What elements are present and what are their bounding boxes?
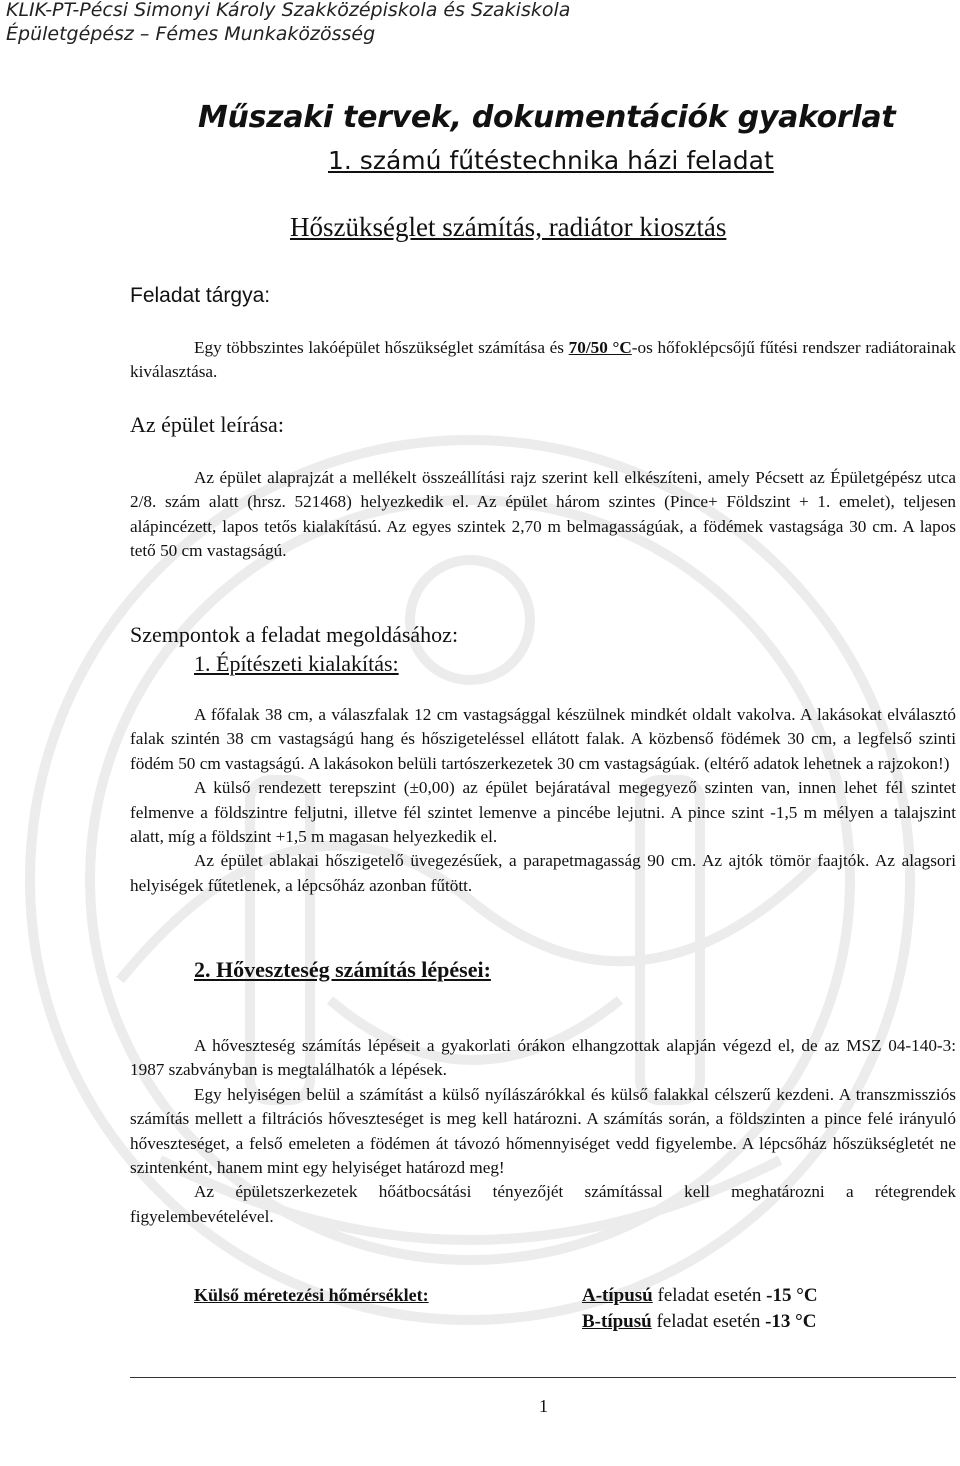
design-temp-type-a: [582, 1285, 818, 1307]
type-b-value: -13 °C: [765, 1311, 817, 1332]
epit-text-c: Az épület ablakai hőszigetelő üvegezésűek, a parapetmagasság 90 cm. Az ajtók tömör faajtók. Az alagsori helyiségek fűtetlenek, a lépcsőház azonban fűtött.: [130, 851, 956, 895]
paragraph-hoveszteseg: [130, 1034, 956, 1229]
type-a-name: A-típusú: [582, 1285, 653, 1306]
design-temp-label-text: Külső méretezési hőmérséklet:: [194, 1285, 429, 1305]
subtitle-text: 1. számú fűtéstechnika házi feladat: [328, 146, 774, 175]
type-a-value: -15 °C: [766, 1285, 818, 1306]
targy-text-post: -os hőfoklépcsőjű fűtési rendszer radiátorainak kiválasztása.: [130, 338, 956, 382]
epit-text-a: A főfalak 38 cm, a válaszfalak 12 cm vastagsággal készülnek mindkét oldalt vakolva. A lakásokat elválasztó falak szintén 38 cm vastagságú hang és hőszigeteléssel ellátott falak. A közbenső födémek 30 cm, a legfelső szinti födém 50 cm vastagságú. A lakásokon belüli tartószerkezetek 30 cm vastagságúak. (eltérő adatok lehetnek a rajzokon!): [130, 705, 956, 773]
header-department: Épületgépész – Fémes Munkaközösség: [6, 23, 376, 45]
epit-text-b: A külső rendezett terepszint (±0,00) az épület bejáratával megegyező szinten van, innen lehet fél szintet felmenve a földszintre feljutni, illetve fél szintet lemenve a pincébe lejutni. A pince szint -1,5 m mélyen a talajszint alatt, míg a földszint +1,5 m magasan helyezkedik el.: [130, 778, 956, 847]
header-school: KLIK-PT-Pécsi Simonyi Károly Szakközépiskola és Szakiskola: [6, 0, 571, 21]
document-subtitle: [328, 146, 774, 175]
type-b-name: B-típusú: [582, 1311, 652, 1332]
heading-epulet-leirasa: Az épület leírása:: [130, 412, 284, 437]
type-b-text: feladat esetén: [651, 1311, 766, 1332]
leiras-text: Az épület alaprajzát a mellékelt összeállítási rajz szerint kell elkészíteni, amely Pécsett az Épületgépész utca 2/8. szám alatt (hrsz. 521468) helyezkedik el. Az épület három szintes (Pince+ Földszint + 1. emelet), teljesen alápincézett, lapos tetős kialakítású. Az egyes szintek 2,70 m belmagasságúak, a födémek vastagsága 30 cm. A lapos tető 50 cm vastagságú.: [130, 468, 956, 561]
heading-hoveszteseg: [194, 957, 491, 983]
hov-text-c: Az épületszerkezetek hőátbocsátási tényezőjét számítással kell meghatározni a rétegrendek figyelembevételével.: [130, 1182, 956, 1226]
hov-text-a: A hőveszteség számítás lépéseit a gyakorlati órákon elhangzottak alapján végezd el, de az MSZ 04-140-3: 1987 szabványban is megtalálhatók a lépések.: [130, 1036, 956, 1080]
design-temperature-label: [194, 1285, 429, 1306]
type-a-text: feladat esetén: [652, 1285, 767, 1306]
document-topic: Hőszükséglet számítás, radiátor kiosztás: [290, 212, 727, 242]
hov-text-b: Egy helyiségen belül a számítást a külső nyílászárókkal és külső falakkal célszerű kezdeni. A transzmissziós számítás mellett a filtrációs hőveszteséget is meg kell határozni. A számítás során, a földszinten a pince felé irányuló hőveszteséget, a felső emeleten a födémen át távozó hőmennyiséget vedd figyelembe. A lépcsőház hőszükségletét ne szintenként, hanem mint egy helyiséget határozd meg!: [130, 1084, 956, 1178]
label-feladat-targya: Feladat tárgya:: [130, 284, 271, 307]
heading-szempontok: Szempontok a feladat megoldásához:: [130, 622, 459, 647]
heading-epiteszeti-kialakitas: [194, 651, 399, 677]
page-number: 1: [539, 1396, 548, 1416]
targy-text-pre: Egy többszintes lakóépület hőszükséglet számítása és: [194, 338, 569, 357]
paragraph-targy: [130, 336, 956, 385]
hoveszteseg-heading-text: 2. Hőveszteség számítás lépései:: [194, 957, 491, 982]
paragraph-epiteszeti: [130, 703, 956, 898]
design-temp-type-b: [582, 1311, 817, 1333]
epiteszeti-heading-text: 1. Építészeti kialakítás:: [194, 651, 399, 676]
paragraph-leiras: [130, 466, 956, 564]
footer-divider: [130, 1377, 956, 1378]
targy-temp-bold: 70/50 °C: [568, 338, 632, 357]
document-title: Műszaki tervek, dokumentációk gyakorlat: [198, 100, 896, 135]
